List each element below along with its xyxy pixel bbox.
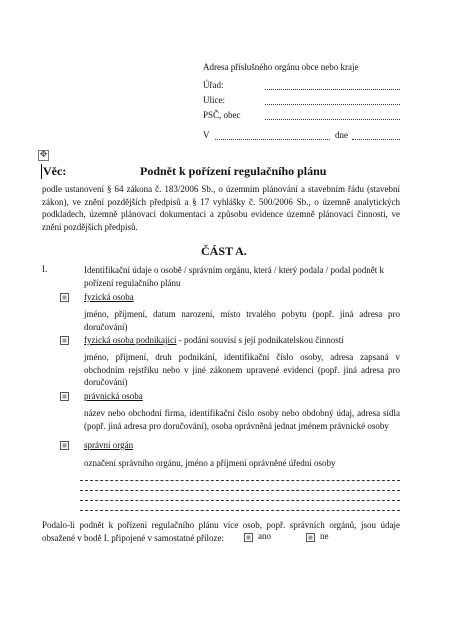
option-label	[84, 292, 134, 302]
place-field[interactable]	[215, 139, 330, 140]
intro-paragraph: podle ustanovení § 64 zákona č. 183/2006 Sb., o územním plánování a stavebním řádu (stavební zákon), ve znění pozdějších předpisů a § 17 vyhlášky č. 500/2006 Sb., o územně analytických podkladech, územně plánovací dokumentaci a způsobu evidence územně plánovací činnosti, ve znění pozdějších předpisů.	[42, 184, 400, 232]
option-name: správní orgán	[84, 440, 134, 450]
option-name: fyzická osoba podnikající	[84, 335, 177, 345]
option-label	[84, 335, 344, 345]
entry-line[interactable]	[80, 490, 400, 491]
move-handle-icon[interactable]: ✥	[39, 150, 48, 160]
no-label: ne	[320, 531, 329, 541]
option-label	[84, 440, 133, 450]
subject-label: Věc:	[43, 164, 67, 178]
date-field[interactable]	[352, 139, 400, 140]
yes-label: ano	[258, 531, 271, 541]
option-name: fyzická osoba	[84, 292, 134, 302]
closing-text: Podalo-li podnět k pořízení regulačního plánu více osob, popř. správních orgánů, jsou údaje obsažené v bodě I. připojené v samostatné příloze:	[42, 520, 400, 543]
office-label: Úřad:	[203, 80, 224, 90]
street-label: Ulice:	[203, 95, 225, 105]
option-suffix: - podání souvisí s její podnikatelskou činností	[176, 335, 344, 345]
option-label	[84, 391, 143, 401]
date-label: dne	[335, 130, 348, 140]
office-field[interactable]	[265, 89, 400, 90]
checkbox-icon[interactable]	[60, 336, 69, 345]
section-text: Identifikační údaje o osobě / správním orgánu, která / který podala / podal podnět k pořízení regulačního plánu	[84, 265, 385, 288]
street-field[interactable]	[265, 104, 400, 105]
postal-field[interactable]	[265, 119, 400, 120]
address-heading: Adresa příslušného orgánu obce nebo kraje	[203, 62, 359, 72]
checkbox-icon[interactable]	[60, 293, 69, 302]
section-number: I.	[42, 264, 48, 274]
entry-line[interactable]	[80, 510, 400, 511]
place-label: V	[203, 130, 210, 140]
option-detail: jméno, příjmení, druh podnikání, identifikační číslo osoby, adresa zapsaná v obchodním rejstříku nebo v jiné zákonem upravené evidenci (popř. jiná adresa pro doručování)	[84, 352, 400, 387]
checkbox-icon[interactable]	[306, 533, 315, 542]
part-heading: ČÁST A.	[201, 244, 247, 258]
checkbox-icon[interactable]	[244, 533, 253, 542]
option-detail: označení správního orgánu, jméno a příjmení oprávněné úřední osoby	[84, 458, 336, 468]
entry-line[interactable]	[80, 500, 400, 501]
option-detail: název nebo obchodní firma, identifikační číslo osoby nebo obdobný údaj, adresa sídla (popř. jiná adresa pro doručování), osoba oprávněná jednat jménem právnické osoby	[84, 408, 400, 431]
checkbox-icon[interactable]	[60, 441, 69, 450]
checkbox-icon[interactable]	[60, 392, 69, 401]
subject-title: Podnět k pořízení regulačního plánu	[140, 164, 327, 178]
option-detail: jméno, příjmení, datum narození, místo trvalého pobytu (popř. jiná adresa pro doručování)	[84, 309, 400, 332]
postal-label: PSČ, obec	[203, 110, 241, 120]
option-name: právnická osoba	[84, 391, 143, 401]
entry-line[interactable]	[80, 480, 400, 481]
